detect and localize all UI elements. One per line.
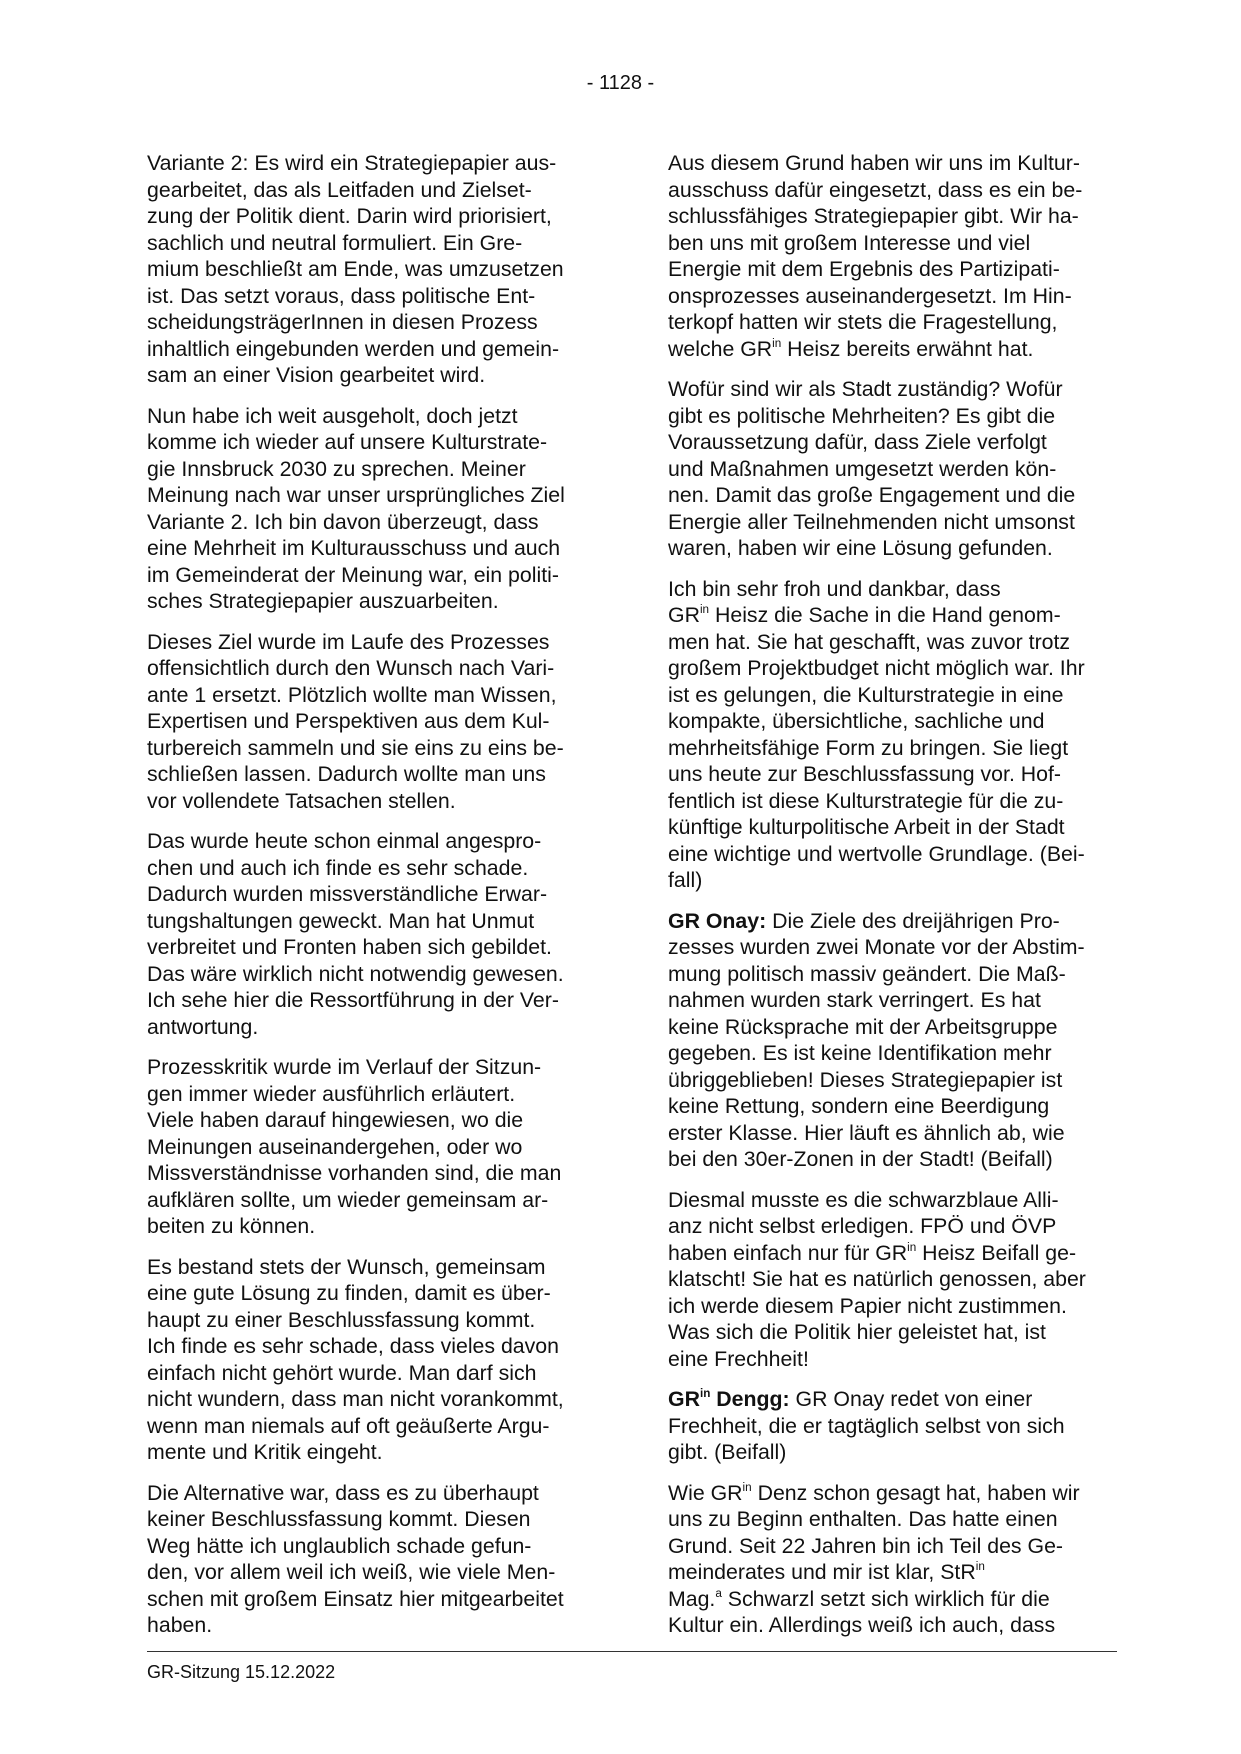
footer-session-date: GR-Sitzung 15.12.2022: [147, 1662, 336, 1682]
left-column: [147, 150, 597, 1653]
footer-divider: [147, 1651, 1117, 1652]
page-number: - 1128 -: [586, 72, 655, 94]
speaker-name: GR Onay:: [668, 908, 767, 933]
paragraph: Nun habe ich weit ausgeholt, doch jetzt komme ich wieder auf unsere Kulturstrate- gie Innsbruck 2030 zu sprechen. Meiner Meinung nach war unser ursprüngliches Ziel Variante 2. Ich bin davon überzeugt, dass eine Mehrheit im Kulturausschuss und auch im Gemeinderat der Meinung war, ein politi- sches Strategiepapier auszuarbeiten.: [147, 403, 565, 613]
paragraph: Das wurde heute schon einmal angespro- chen und auch ich finde es sehr schade. Dadurch wurden missverständliche Erwar- tungshaltungen geweckt. Man hat Unmut verbreitet und Fronten haben sich gebildet. Das wäre wirklich nicht notwendig gewesen. Ich sehe hier die Ressortführung in der Ver- antwortung.: [147, 829, 564, 1039]
paragraph: Es bestand stets der Wunsch, gemeinsam eine gute Lösung zu finden, damit es über- haupt zu einer Beschlussfassung kommt. Ich finde es sehr schade, dass vieles davon einfach nicht gehört wurde. Man darf sich nicht wundern, dass man nicht vorankommt, wenn man niemals auf oft geäußerte Argu- mente und Kritik eingeht.: [147, 1254, 564, 1464]
right-column: [668, 150, 1118, 1653]
paragraph: Wofür sind wir als Stadt zuständig? Wofür gibt es politische Mehrheiten? Es gibt die Voraussetzung dafür, dass Ziele verfolgt und Maßnahmen umgesetzt werden kön- nen. Damit das große Engagement und die Energie aller Teilnehmenden nicht umsonst waren, haben wir eine Lösung gefunden.: [668, 377, 1076, 560]
paragraph: Variante 2: Es wird ein Strategiepapier aus- gearbeitet, das als Leitfaden und Zielset- zung der Politik dient. Darin wird priorisiert, sachlich und neutral formuliert. Ein Gre- mium beschließt am Ende, was umzusetzen ist. Das setzt voraus, dass politische Ent- scheidungsträgerInnen in diesen Prozess inhaltlich eingebunden werden und gemein- sam an einer Vision gearbeitet wird.: [147, 151, 564, 387]
paragraph: Aus diesem Grund haben wir uns im Kultur- ausschuss dafür eingesetzt, dass es ein be- schlussfähiges Strategiepapier gibt. Wir ha- ben uns mit großem Interesse und viel Energie mit dem Ergebnis des Partizipati- onsprozesses auseinandergesetzt. Im Hin- terkopf hatten wir stets die Fragestellung, welche $GR^{in}$ Heisz bereits erwähnt hat.: [668, 151, 1083, 361]
paragraph: Wie $GR^{in}$ Denz schon gesagt hat, haben wir uns zu Beginn enthalten. Das hatte einen Grund. Seit 22 Jahren bin ich Teil des Ge- meinderates und mir ist klar, StR$^{in}$ Mag.$^a$ Schwarzl setzt sich wirklich für die Kultur ein. Allerdings weiß ich auch, dass: [668, 1480, 1080, 1637]
paragraph: Dieses Ziel wurde im Laufe des Prozesses offensichtlich durch den Wunsch nach Vari- ante 1 ersetzt. Plötzlich wollte man Wissen, Expertisen und Perspektiven aus dem Kul- turbereich sammeln und sie eins zu eins be- schließen lassen. Dadurch wollte man uns vor vollendete Tatsachen stellen.: [147, 629, 564, 813]
speech-dengg: $GR^{in}$ Dengg: GR Onay redet von einer Frechheit, die er tagtäglich selbst von sich gibt. (Beifall): [668, 1387, 1065, 1464]
speech-onay: GR Onay: Die Ziele des dreijährigen Pro- zesses wurden zwei Monate vor der Abstim- mung politisch massiv geändert. Die Maß- nahmen wurden stark verringert. Es hat keine Rücksprache mit der Arbeitsgruppe gegeben. Es ist keine Identifikation mehr übriggeblieben! Dieses Strategiepapier ist keine Rettung, sondern eine Beerdigung erster Klasse. Hier läuft es ähnlich ab, wie bei den 30er-Zonen in der Stadt! (Beifall): [668, 908, 1085, 1171]
paragraph: Die Alternative war, dass es zu überhaupt keiner Beschlussfassung kommt. Diesen Weg hätte ich unglaublich schade gefun- den, vor allem weil ich weiß, wie viele Men- schen mit großem Einsatz hier mitgearbeitet haben.: [147, 1480, 564, 1637]
speaker-name: $GR^{in}$ Dengg:: [668, 1387, 790, 1411]
paragraph: Prozesskritik wurde im Verlauf der Sitzun- gen immer wieder ausführlich erläutert. Viele haben darauf hingewiesen, wo die Meinungen auseinandergehen, oder wo Missverständnisse vorhanden sind, die man aufklären sollte, um wieder gemeinsam ar- beiten zu können.: [147, 1055, 562, 1238]
paragraph: Diesmal musste es die schwarzblaue Alli- anz nicht selbst erledigen. FPÖ und ÖVP haben einfach nur für $GR^{in}$ Heisz Beifall ge- klatscht! Sie hat es natürlich genossen, aber ich werde diesem Papier nicht zustimmen. Was sich die Politik hier geleistet hat, ist eine Frechheit!: [668, 1187, 1086, 1371]
paragraph: Ich bin sehr froh und dankbar, dass $GR^{in}$ Heisz die Sache in die Hand genom- men hat. Sie hat geschafft, was zuvor trotz großem Projektbudget nicht möglich war. Ihr ist es gelungen, die Kulturstrategie in eine kompakte, übersichtliche, sachliche und mehrheitsfähige Form zu bringen. Sie liegt uns heute zur Beschlussfassung vor. Hof- fentlich ist diese Kulturstrategie für die zu- künftige kulturpolitische Arbeit in der Stadt eine wichtige und wertvolle Grundlage. (Bei- fall): [668, 576, 1085, 892]
